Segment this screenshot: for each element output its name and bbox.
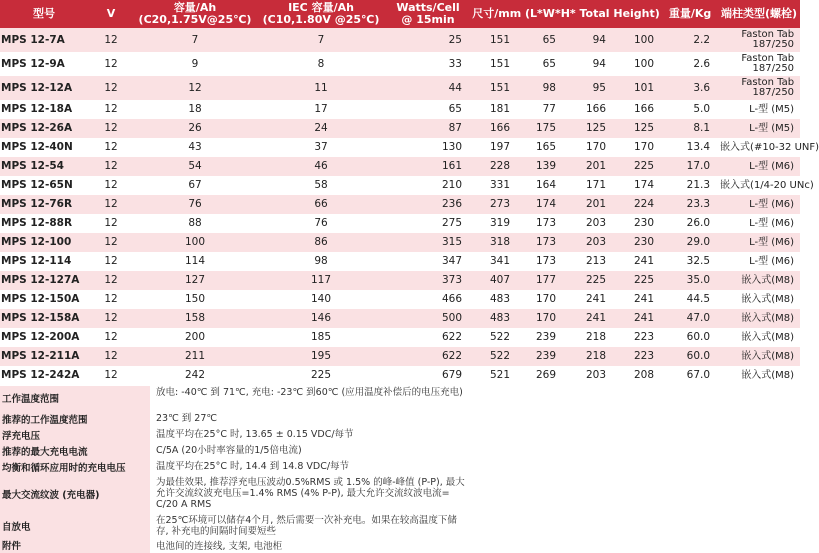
cell-length: 483 xyxy=(470,309,518,328)
cell-height: 94 xyxy=(564,28,614,52)
cell-model: MPS 12-9A xyxy=(0,52,88,76)
cell-voltage: 12 xyxy=(88,138,134,157)
cell-capacity-iec: 8 xyxy=(256,52,386,76)
cell-capacity-iec: 11 xyxy=(256,76,386,100)
table-row xyxy=(0,138,800,157)
cell-capacity-c20: 211 xyxy=(134,347,256,366)
cell-terminal: 嵌入式(M8) xyxy=(718,309,800,328)
cell-total-height: 224 xyxy=(614,195,662,214)
cell-voltage: 12 xyxy=(88,157,134,176)
cell-terminal: 嵌入式(M8) xyxy=(718,347,800,366)
table-row xyxy=(0,76,800,100)
cell-voltage: 12 xyxy=(88,52,134,76)
cell-total-height: 241 xyxy=(614,252,662,271)
cell-capacity-iec: 46 xyxy=(256,157,386,176)
cell-weight: 44.5 xyxy=(662,290,718,309)
notes-spacer xyxy=(468,444,800,460)
cell-model: MPS 12-26A xyxy=(0,119,88,138)
header-terminal: 端柱类型(螺栓) xyxy=(718,0,800,28)
table-row xyxy=(0,252,800,271)
cell-model: MPS 12-100 xyxy=(0,233,88,252)
notes-row xyxy=(0,428,800,444)
cell-weight: 2.6 xyxy=(662,52,718,76)
header-capacity-c20-text: 容量/Ah (C20,1.75V@25℃) xyxy=(138,1,252,26)
notes-row xyxy=(0,386,800,412)
cell-weight: 32.5 xyxy=(662,252,718,271)
cell-capacity-c20: 150 xyxy=(134,290,256,309)
cell-voltage: 12 xyxy=(88,252,134,271)
cell-model: MPS 12-211A xyxy=(0,347,88,366)
cell-total-height: 125 xyxy=(614,119,662,138)
cell-total-height: 241 xyxy=(614,290,662,309)
cell-height: 218 xyxy=(564,328,614,347)
cell-model: MPS 12-54 xyxy=(0,157,88,176)
cell-capacity-iec: 66 xyxy=(256,195,386,214)
cell-length: 181 xyxy=(470,100,518,119)
notes-value: 温度平均在25°C 时, 13.65 ± 0.15 VDC/每节 xyxy=(150,428,468,444)
cell-length: 407 xyxy=(470,271,518,290)
cell-width: 173 xyxy=(518,252,564,271)
notes-label: 附件 xyxy=(0,540,150,553)
notes-spacer xyxy=(468,460,800,476)
cell-length: 151 xyxy=(470,52,518,76)
notes-label: 工作温度范围 xyxy=(0,386,150,412)
cell-terminal: 嵌入式(M8) xyxy=(718,290,800,309)
notes-value: C/5A (20小时率容量的1/5倍电流) xyxy=(150,444,468,460)
cell-voltage: 12 xyxy=(88,309,134,328)
cell-weight: 21.3 xyxy=(662,176,718,195)
cell-width: 77 xyxy=(518,100,564,119)
table-body xyxy=(0,28,819,385)
cell-watts: 622 xyxy=(386,328,470,347)
cell-capacity-c20: 26 xyxy=(134,119,256,138)
cell-width: 65 xyxy=(518,52,564,76)
cell-capacity-c20: 9 xyxy=(134,52,256,76)
cell-capacity-iec: 195 xyxy=(256,347,386,366)
cell-width: 173 xyxy=(518,214,564,233)
cell-weight: 23.3 xyxy=(662,195,718,214)
table-header-row xyxy=(0,0,800,28)
cell-model: MPS 12-158A xyxy=(0,309,88,328)
cell-capacity-iec: 225 xyxy=(256,366,386,385)
cell-weight: 8.1 xyxy=(662,119,718,138)
cell-height: 241 xyxy=(564,309,614,328)
header-model: 型号 xyxy=(0,0,88,28)
cell-capacity-c20: 12 xyxy=(134,76,256,100)
cell-width: 175 xyxy=(518,119,564,138)
notes-body xyxy=(0,386,800,553)
cell-height: 171 xyxy=(564,176,614,195)
cell-voltage: 12 xyxy=(88,28,134,52)
cell-terminal: 嵌入式(M8) xyxy=(718,328,800,347)
cell-watts: 500 xyxy=(386,309,470,328)
notes-spacer xyxy=(468,476,800,514)
cell-model: MPS 12-150A xyxy=(0,290,88,309)
header-size: 尺寸/mm (L*W*H* Total Height) xyxy=(470,0,662,28)
notes-spacer xyxy=(468,428,800,444)
cell-terminal: 嵌入式(1/4-20 UNc) xyxy=(718,176,800,195)
notes-row xyxy=(0,476,800,514)
cell-voltage: 12 xyxy=(88,271,134,290)
cell-watts: 275 xyxy=(386,214,470,233)
cell-height: 166 xyxy=(564,100,614,119)
table-row xyxy=(0,157,800,176)
cell-capacity-c20: 88 xyxy=(134,214,256,233)
table-row xyxy=(0,52,800,76)
cell-terminal: L-型 (M5) xyxy=(718,100,800,119)
cell-model: MPS 12-127A xyxy=(0,271,88,290)
cell-model: MPS 12-114 xyxy=(0,252,88,271)
cell-width: 65 xyxy=(518,28,564,52)
cell-width: 170 xyxy=(518,309,564,328)
cell-model: MPS 12-65N xyxy=(0,176,88,195)
notes-value: 温度平均在25°C 时, 14.4 到 14.8 VDC/每节 xyxy=(150,460,468,476)
cell-weight: 47.0 xyxy=(662,309,718,328)
cell-length: 151 xyxy=(470,76,518,100)
table-row xyxy=(0,271,800,290)
cell-model: MPS 12-40N xyxy=(0,138,88,157)
header-watts xyxy=(386,0,470,28)
cell-weight: 13.4 xyxy=(662,138,718,157)
table-row xyxy=(0,119,800,138)
cell-height: 170 xyxy=(564,138,614,157)
cell-watts: 65 xyxy=(386,100,470,119)
cell-length: 318 xyxy=(470,233,518,252)
table-row xyxy=(0,309,800,328)
notes-row xyxy=(0,514,800,540)
cell-capacity-iec: 86 xyxy=(256,233,386,252)
cell-total-height: 208 xyxy=(614,366,662,385)
cell-model: MPS 12-200A xyxy=(0,328,88,347)
cell-voltage: 12 xyxy=(88,119,134,138)
table-row xyxy=(0,28,800,52)
cell-watts: 315 xyxy=(386,233,470,252)
cell-capacity-iec: 146 xyxy=(256,309,386,328)
table-row xyxy=(0,195,800,214)
cell-capacity-c20: 242 xyxy=(134,366,256,385)
cell-voltage: 12 xyxy=(88,233,134,252)
notes-spacer xyxy=(468,540,800,553)
cell-width: 170 xyxy=(518,290,564,309)
notes-row xyxy=(0,460,800,476)
cell-length: 273 xyxy=(470,195,518,214)
cell-watts: 466 xyxy=(386,290,470,309)
cell-length: 319 xyxy=(470,214,518,233)
cell-watts: 236 xyxy=(386,195,470,214)
cell-capacity-c20: 67 xyxy=(134,176,256,195)
cell-total-height: 100 xyxy=(614,52,662,76)
cell-capacity-c20: 114 xyxy=(134,252,256,271)
cell-weight: 67.0 xyxy=(662,366,718,385)
notes-value: 为最佳效果, 推荐浮充电压波动0.5%RMS 或 1.5% 的峰-峰值 (P-P), 最大允许交流纹波充电压=1.4% RMS (4% P-P), 最大允许交流纹波电流= C/20 A RMS xyxy=(150,476,468,514)
cell-capacity-c20: 200 xyxy=(134,328,256,347)
cell-total-height: 225 xyxy=(614,157,662,176)
cell-model: MPS 12-88R xyxy=(0,214,88,233)
cell-terminal: Faston Tab 187/250 xyxy=(718,52,800,76)
cell-weight: 60.0 xyxy=(662,347,718,366)
cell-weight: 3.6 xyxy=(662,76,718,100)
cell-voltage: 12 xyxy=(88,100,134,119)
header-capacity-c20 xyxy=(134,0,256,28)
cell-watts: 87 xyxy=(386,119,470,138)
cell-voltage: 12 xyxy=(88,328,134,347)
cell-length: 483 xyxy=(470,290,518,309)
cell-height: 241 xyxy=(564,290,614,309)
cell-model: MPS 12-7A xyxy=(0,28,88,52)
cell-length: 521 xyxy=(470,366,518,385)
cell-length: 166 xyxy=(470,119,518,138)
table-row xyxy=(0,214,800,233)
specification-notes xyxy=(0,386,800,553)
cell-voltage: 12 xyxy=(88,347,134,366)
cell-capacity-c20: 18 xyxy=(134,100,256,119)
cell-terminal: 嵌入式(M8) xyxy=(718,366,800,385)
cell-width: 239 xyxy=(518,347,564,366)
cell-watts: 25 xyxy=(386,28,470,52)
cell-width: 173 xyxy=(518,233,564,252)
cell-watts: 622 xyxy=(386,347,470,366)
table-row xyxy=(0,290,800,309)
cell-height: 203 xyxy=(564,366,614,385)
cell-terminal: L-型 (M6) xyxy=(718,157,800,176)
cell-voltage: 12 xyxy=(88,195,134,214)
cell-length: 197 xyxy=(470,138,518,157)
cell-total-height: 223 xyxy=(614,328,662,347)
cell-terminal: Faston Tab 187/250 xyxy=(718,76,800,100)
cell-terminal: 嵌入式(M8) xyxy=(718,271,800,290)
notes-value: 在25℃环境可以储存4个月, 然后需要一次补充电。如果在较高温度下储存, 补充电的间隔时间要短些 xyxy=(150,514,468,540)
cell-terminal: 嵌入式(#10-32 UNF) xyxy=(718,138,800,157)
cell-total-height: 174 xyxy=(614,176,662,195)
cell-watts: 44 xyxy=(386,76,470,100)
notes-row xyxy=(0,540,800,553)
cell-capacity-c20: 54 xyxy=(134,157,256,176)
cell-capacity-iec: 140 xyxy=(256,290,386,309)
table-row xyxy=(0,328,800,347)
cell-weight: 26.0 xyxy=(662,214,718,233)
cell-weight: 60.0 xyxy=(662,328,718,347)
cell-capacity-iec: 76 xyxy=(256,214,386,233)
cell-terminal: L-型 (M6) xyxy=(718,233,800,252)
cell-capacity-iec: 117 xyxy=(256,271,386,290)
notes-spacer xyxy=(468,412,800,428)
notes-spacer xyxy=(468,386,800,412)
cell-capacity-iec: 185 xyxy=(256,328,386,347)
cell-watts: 210 xyxy=(386,176,470,195)
cell-width: 269 xyxy=(518,366,564,385)
cell-height: 125 xyxy=(564,119,614,138)
cell-capacity-iec: 17 xyxy=(256,100,386,119)
cell-voltage: 12 xyxy=(88,290,134,309)
notes-value: 放电: -40℃ 到 71℃, 充电: -23℃ 到60℃ (应用温度补偿后的电压充电) xyxy=(150,386,468,412)
cell-total-height: 166 xyxy=(614,100,662,119)
cell-width: 139 xyxy=(518,157,564,176)
table-row xyxy=(0,100,800,119)
cell-weight: 35.0 xyxy=(662,271,718,290)
notes-label: 自放电 xyxy=(0,514,150,540)
cell-total-height: 241 xyxy=(614,309,662,328)
notes-label: 均衡和循环应用时的充电电压 xyxy=(0,460,150,476)
cell-height: 201 xyxy=(564,157,614,176)
cell-voltage: 12 xyxy=(88,366,134,385)
cell-terminal: L-型 (M6) xyxy=(718,252,800,271)
cell-height: 225 xyxy=(564,271,614,290)
cell-capacity-c20: 100 xyxy=(134,233,256,252)
cell-terminal: L-型 (M6) xyxy=(718,214,800,233)
cell-total-height: 230 xyxy=(614,233,662,252)
cell-height: 203 xyxy=(564,214,614,233)
cell-total-height: 223 xyxy=(614,347,662,366)
cell-capacity-iec: 98 xyxy=(256,252,386,271)
table-row xyxy=(0,366,800,385)
cell-watts: 33 xyxy=(386,52,470,76)
notes-value: 电池间的连接线, 支架, 电池柜 xyxy=(150,540,468,553)
cell-height: 201 xyxy=(564,195,614,214)
cell-capacity-c20: 158 xyxy=(134,309,256,328)
cell-model: MPS 12-242A xyxy=(0,366,88,385)
header-capacity-iec-text: IEC 容量/Ah (C10,1.80V @25℃) xyxy=(262,1,380,26)
cell-capacity-c20: 43 xyxy=(134,138,256,157)
notes-label: 推荐的最大充电电流 xyxy=(0,444,150,460)
header-weight: 重量/Kg xyxy=(662,0,718,28)
cell-width: 177 xyxy=(518,271,564,290)
cell-capacity-c20: 7 xyxy=(134,28,256,52)
notes-label: 最大交流纹波 (充电器) xyxy=(0,476,150,514)
cell-length: 228 xyxy=(470,157,518,176)
cell-height: 218 xyxy=(564,347,614,366)
cell-width: 174 xyxy=(518,195,564,214)
header-watts-text: Watts/Cell @ 15min xyxy=(396,1,460,26)
cell-height: 95 xyxy=(564,76,614,100)
notes-label: 推荐的工作温度范围 xyxy=(0,412,150,428)
cell-total-height: 170 xyxy=(614,138,662,157)
cell-capacity-c20: 76 xyxy=(134,195,256,214)
table-row xyxy=(0,347,800,366)
cell-height: 94 xyxy=(564,52,614,76)
cell-height: 213 xyxy=(564,252,614,271)
cell-watts: 161 xyxy=(386,157,470,176)
notes-label: 浮充电压 xyxy=(0,428,150,444)
cell-weight: 5.0 xyxy=(662,100,718,119)
cell-length: 522 xyxy=(470,347,518,366)
notes-value: 23℃ 到 27℃ xyxy=(150,412,468,428)
cell-capacity-c20: 127 xyxy=(134,271,256,290)
header-capacity-iec xyxy=(256,0,386,28)
header-voltage: V xyxy=(88,0,134,28)
cell-model: MPS 12-76R xyxy=(0,195,88,214)
cell-model: MPS 12-12A xyxy=(0,76,88,100)
notes-spacer xyxy=(468,514,800,540)
cell-capacity-iec: 58 xyxy=(256,176,386,195)
cell-watts: 130 xyxy=(386,138,470,157)
cell-total-height: 230 xyxy=(614,214,662,233)
cell-watts: 373 xyxy=(386,271,470,290)
cell-width: 164 xyxy=(518,176,564,195)
cell-voltage: 12 xyxy=(88,76,134,100)
cell-length: 522 xyxy=(470,328,518,347)
table-row xyxy=(0,176,800,195)
cell-width: 165 xyxy=(518,138,564,157)
cell-weight: 17.0 xyxy=(662,157,718,176)
cell-weight: 29.0 xyxy=(662,233,718,252)
cell-total-height: 225 xyxy=(614,271,662,290)
cell-width: 98 xyxy=(518,76,564,100)
cell-terminal: L-型 (M6) xyxy=(718,195,800,214)
cell-length: 341 xyxy=(470,252,518,271)
cell-height: 203 xyxy=(564,233,614,252)
cell-width: 239 xyxy=(518,328,564,347)
cell-total-height: 100 xyxy=(614,28,662,52)
cell-watts: 347 xyxy=(386,252,470,271)
table-row xyxy=(0,233,800,252)
cell-model: MPS 12-18A xyxy=(0,100,88,119)
cell-capacity-iec: 7 xyxy=(256,28,386,52)
notes-row xyxy=(0,412,800,428)
cell-length: 331 xyxy=(470,176,518,195)
cell-capacity-iec: 37 xyxy=(256,138,386,157)
cell-voltage: 12 xyxy=(88,214,134,233)
cell-total-height: 101 xyxy=(614,76,662,100)
cell-terminal: Faston Tab 187/250 xyxy=(718,28,800,52)
cell-watts: 679 xyxy=(386,366,470,385)
cell-voltage: 12 xyxy=(88,176,134,195)
cell-terminal: L-型 (M5) xyxy=(718,119,800,138)
notes-row xyxy=(0,444,800,460)
cell-capacity-iec: 24 xyxy=(256,119,386,138)
cell-weight: 2.2 xyxy=(662,28,718,52)
cell-length: 151 xyxy=(470,28,518,52)
